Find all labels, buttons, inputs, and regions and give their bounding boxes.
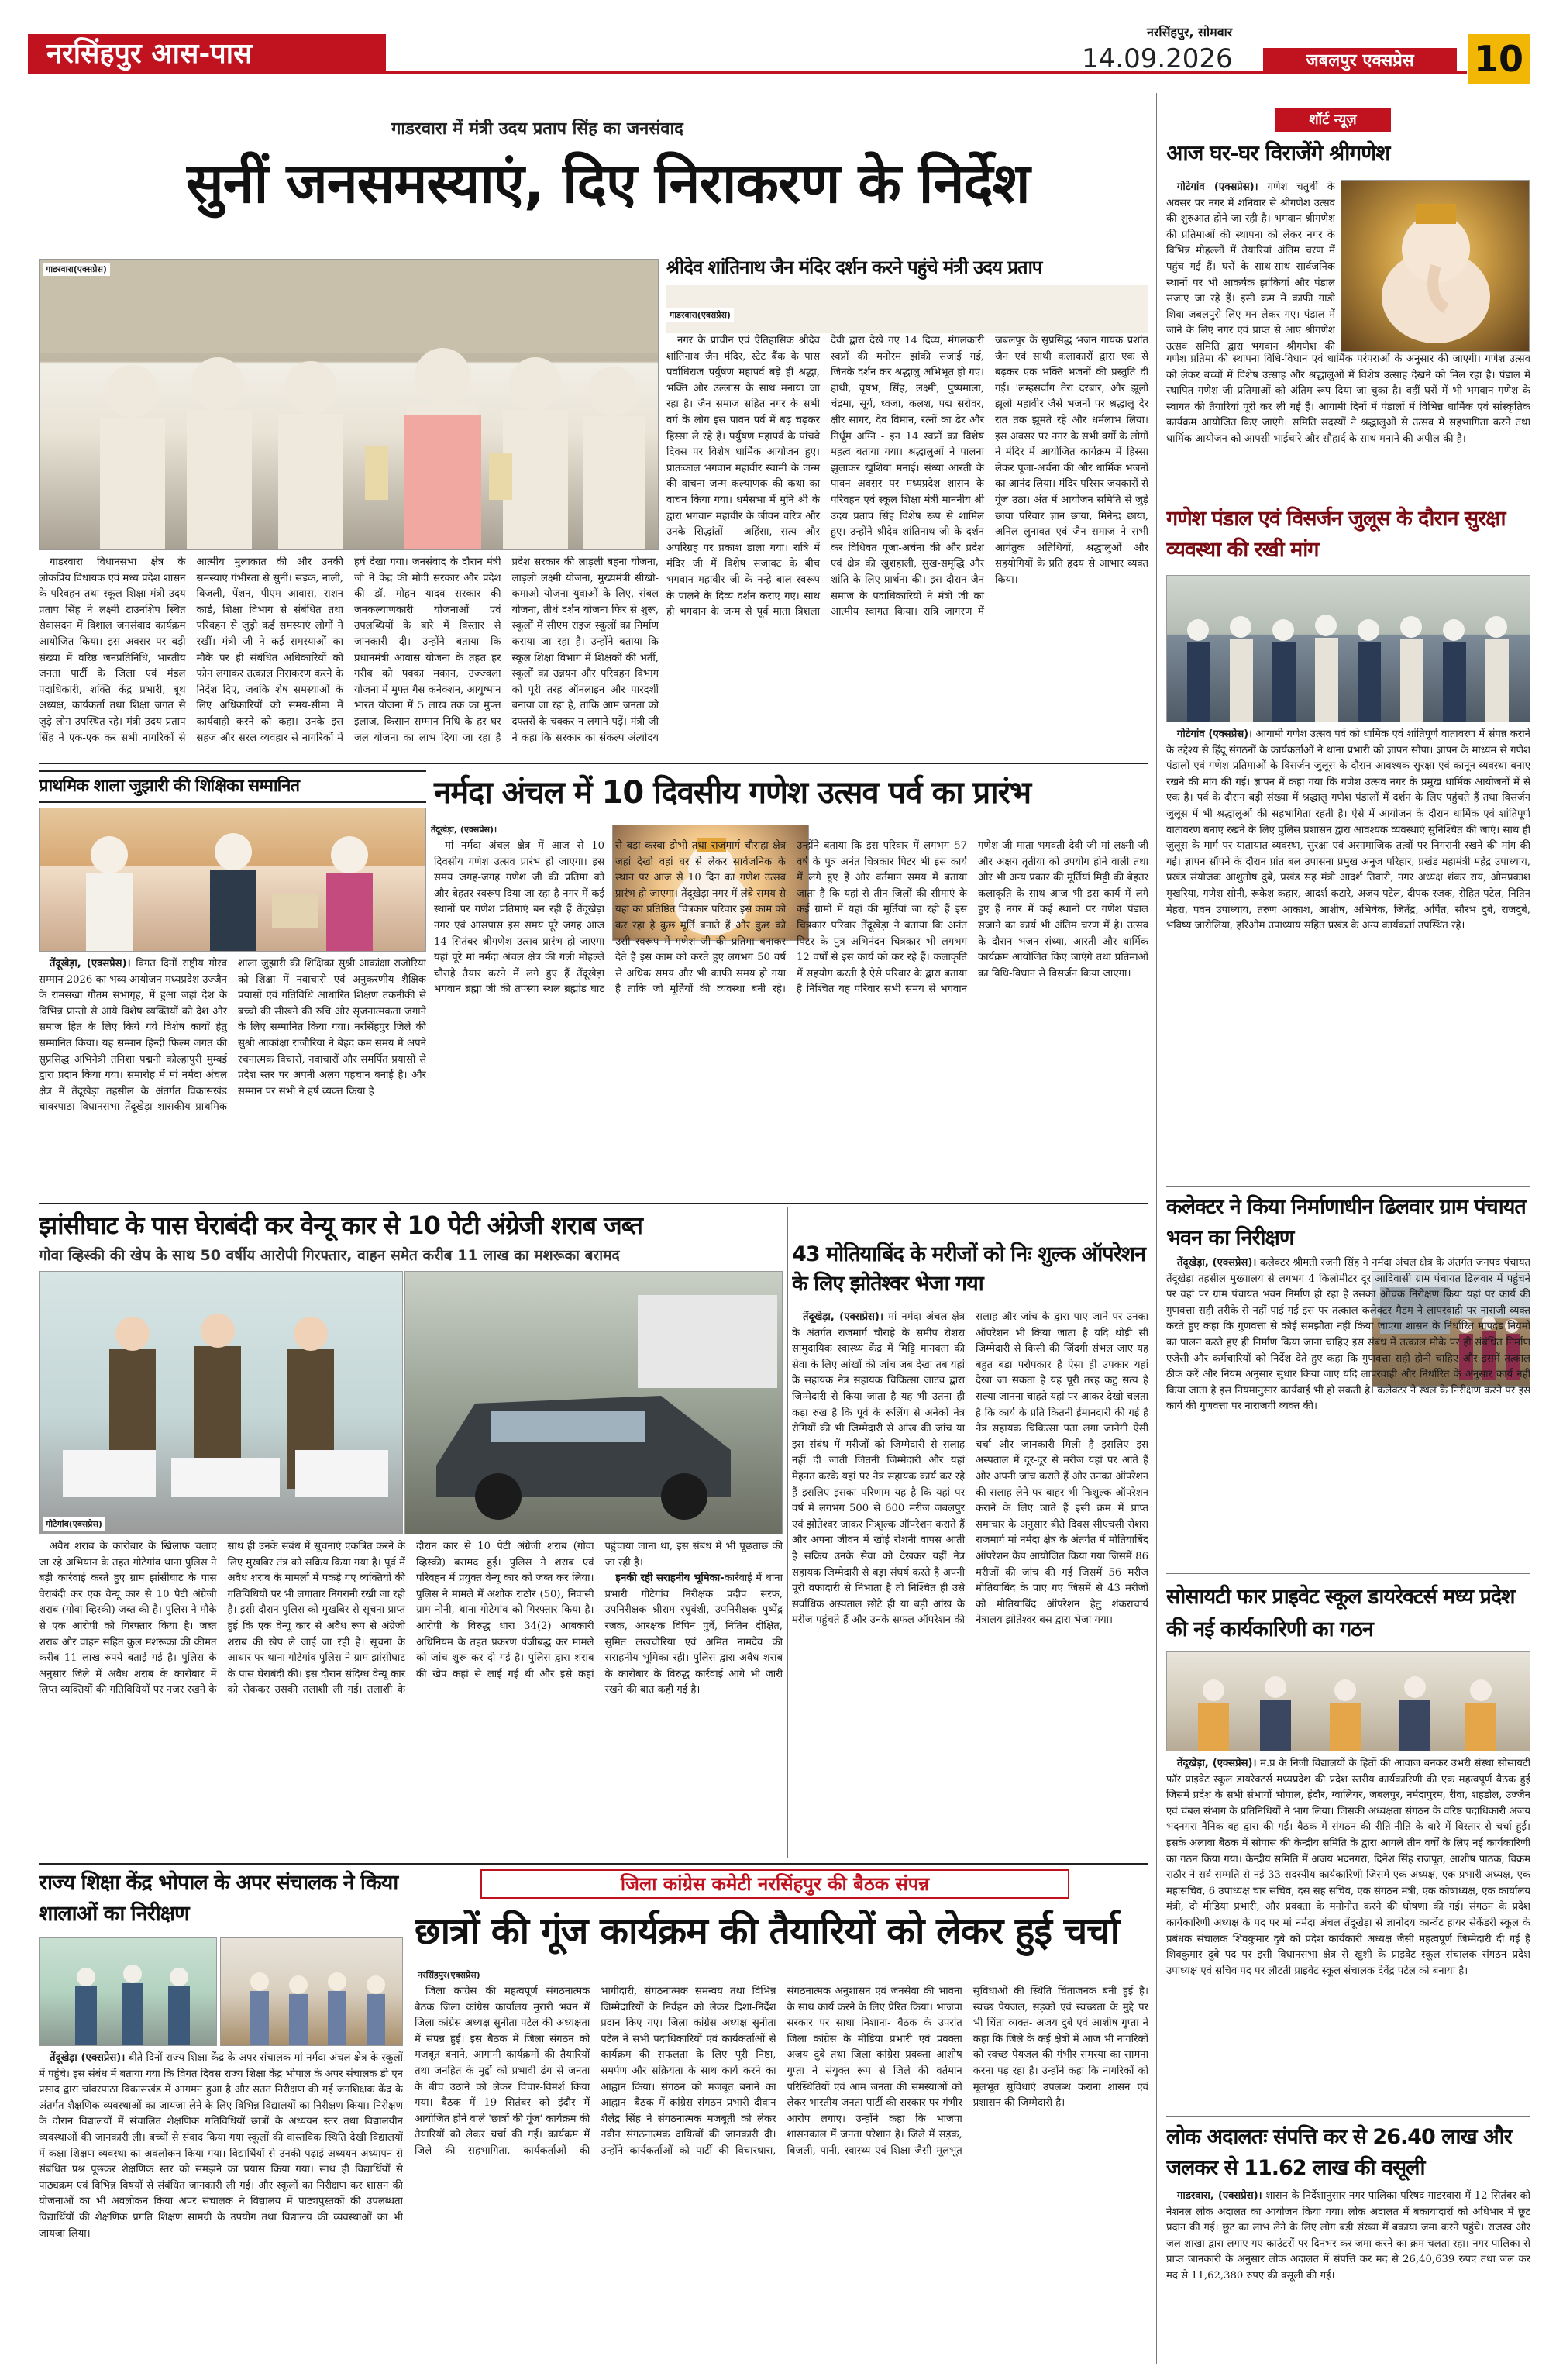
- congress-headline: छात्रों की गूंज कार्यक्रम की तैयारियों को लेकर हुई चर्चा: [415, 1910, 1120, 1953]
- date: 14.09.2026: [1082, 43, 1233, 74]
- award-illustration: [40, 808, 426, 952]
- short2-text: आगामी गणेश उत्सव पर्व को धार्मिक एवं शांतिपूर्ण वातावरण में संपन्न कराने के उद्देश्य से हिंदू संगठनों के कार्यकर्ताओं ने थाना प्रभारी को ज्ञापन सौंपा। ज्ञापन के माध्यम से गणेश पंडालों एवं गणेश प्रतिमाओं के विसर्जन जुलूस के दौरान आवश्यक सुरक्षा एवं कानून-व्यवस्था बनाए रखने की मांग की गई। ज्ञापन में कहा गया कि गणेश उत्सव नगर के प्रमुख धार्मिक आयोजनों में से एक है। पर्व के दौरान बड़ी संख्या में श्रद्धालु गणेश पंडालों में दर्शन के लिए पहुंचते हैं तथा विसर्जन जुलूस में भी श्रद्धालुओं की सहभागिता रहती है। ऐसे में आयोजन के दौरान धार्मिक एवं शांतिपूर्ण वातावरण बनाए रखने के लिए पुलिस प्रशासन द्वारा आवश्यक व्यवस्थाएं सुनिश्चित की जाएं। साथ ही जुलूस के मार्ग पर यातायात व्यवस्था, सुरक्षा एवं असामाजिक तत्वों पर निगरानी रखने की मांग की गई। ज्ञापन सौंपने के दौरान प्रांत बल उपासना प्रमुख अनुज परिहार, प्रखंड महामंत्री महेंद्र उपाध्याय, प्रखंड संयोजक आशुतोष दुबे, प्रखंड सह मंत्री आदर्श तिवारी, नगर अध्यक्ष शंकर राय, ओमप्रकाश मुखरिया, गणेश सोनी, रूकेश कहार, आदर्श कटारे, अजय पटेल, दीपक रजक, रोहित पटेल, नितिन मेहरा, पवन उपाध्याय, तरुण आकाश, आशीष, अभिषेक, जितेंद्र, अर्पित, सौरभ दुबे, राजदुबे, भविष्य जारौलिया, हरिओम उपाध्याय सहित प्रखंड के अन्य कार्यकर्ता उपस्थित रहे।: [1166, 728, 1530, 932]
- lead-photo: [39, 259, 659, 550]
- eye-headline: 43 मोतियाबिंद के मरीजों को निः शुल्क ऑपरेशन के लिए झोतेश्वर भेजा गया: [792, 1242, 1146, 1296]
- short1-text: गणेश चतुर्थी के अवसर पर नगर में शनिवार से श्रीगणेश उत्सव की शुरुआत होने जा रही है। भगवान श्रीगणेश की प्रतिमाओं की स्थापना को लेकर नगर के विभिन्न मोहल्लों में तैयारियां अंतिम चरण में पहुंच गई हैं। घरों के साथ-साथ सार्वजनिक स्थानों पर भी आकर्षक झांकियां और पंडाल सजाए जा रहे हैं। इसी क्रम में काफी गाडी शिवा जबलपुरी लिए मन लेकर गए। पंडाल में जाने के लिए नगर एवं प्राप्त से आए श्रीगणेश उत्सव समिति द्वारा भगवान श्रीगणेश की: [1166, 181, 1335, 352]
- liquor-text: अवैध शराब के कारोबार के खिलाफ चलाए जा रहे अभियान के तहत गोटेगांव थाना पुलिस ने बड़ी कार्रवाई करते हुए ग्राम झांसीघाट के पास घेराबंदी कर एक वेन्यू कार से 10 पेटी अंग्रेजी शराब (गोवा व्हिस्की) जब्त की है। पुलिस ने मौके से एक आरोपी को गिरफ्तार किया है। जब्त शराब और वाहन सहित कुल मशरूका की कीमत करीब 11 लाख रुपये बताई गई है। पुलिस के अनुसार जिले में अवैध शराब के कारोबार में लिप्त व्यक्तियों की गतिविधियों पर नजर रखने के साथ ही उनके संबंध में सूचनाएं एकत्रित करने के लिए मुखबिर तंत्र को सक्रिय किया गया है। पूर्व में अवैध शराब के मामलों में पकड़े गए व्यक्तियों की गतिविधियों पर भी लगातार निगरानी रखी जा रही है। इसी दौरान पुलिस को मुखबिर से सूचना प्राप्त हुई कि एक वेन्यू कार से अवैध रूप से अंग्रेजी शराब की खेप ले जाई जा रही है। सूचना के आधार पर थाना गोटेगांव पुलिस ने ग्राम झांसीघाट के पास घेराबंदी की। इस दौरान संदिग्ध वेन्यू कार को रोककर उसकी तलाशी ली गई। तलाशी के दौरान कार से 10 पेटी अंग्रेजी शराब (गोवा व्हिस्की) बरामद हुई। पुलिस ने शराब एवं परिवहन में प्रयुक्त वेन्यू कार को जब्त कर लिया। पुलिस ने मामले में अशोक राठौर (50), निवासी ग्राम नोनी, थाना गोटेगांव को गिरफ्तार किया है। आरोपी के विरुद्ध धारा 34(2) आबकारी अधिनियम के तहत प्रकरण पंजीबद्ध कर मामले को जांच शुरू कर दी गई है। पुलिस द्वारा शराब की खेप कहां से लाई गई थी और इसे कहां पहुंचाया जाना था, इस संबंध में भी पूछताछ की जा रही है।: [39, 1541, 783, 1696]
- congress-kicker: जिला कांग्रेस कमेटी नरसिंहपुर की बैठक संपन्न: [480, 1869, 1069, 1899]
- congress-credit: नरसिंहपुर(एक्सप्रेस): [415, 1968, 484, 1982]
- short4-headline: सोसायटी फार प्राइवेट स्कूल डायरेक्टर्स मध्य प्रदेश की नई कार्यकारिणी का गठन: [1166, 1585, 1515, 1641]
- short1-byline: गोटेगांव (एक्सप्रेस)।: [1177, 181, 1258, 193]
- classroom-illustration-2: [221, 1938, 403, 2046]
- police-photo: [39, 1271, 403, 1534]
- ganesh-headline: नर्मदा अंचल में 10 दिवसीय गणेश उत्सव पर्व का प्रारंभ: [434, 775, 1031, 811]
- short3-text: कलेक्टर श्रीमती रजनी सिंह ने नर्मदा अंचल क्षेत्र के अंतर्गत जनपद पंचायत तेंदूखेड़ा तहसील मुख्यालय से लगभग 4 किलोमीटर दूर आदिवासी ग्राम पंचायत ढिलवार में पहुंचने पर वहां पर ग्राम पंचायत भवन निर्माण हो रहा है उसका औचक निरीक्षण किया यहां पर कार्य की गुणवत्ता सही तरीके से नहीं पाई गई इस पर तत्काल कलेक्टर मैडम ने लापरवाही पर नाराजी व्यक्त करते हुए कहा कि गुणवत्ता से कोई समझौता नहीं किया जाएगा शासन के निर्धारित मापदंड नियमों का पालन करते हुए ही निर्माण किया जाना चाहिए इस संबंध में तत्काल मौके पर ही संबंधित निर्माण एजेंसी और कर्मचारियों को निर्देश देते हुए कहा कि गुणवत्ता सही होनी चाहिए और इसमें तत्काल ठीक करें और नियम अनुसार सुधार किया जाए यदि लापरवाही और निर्धारित के अनुसार कार्य नहीं किया जाता है इस नियमानुसार कार्यवाई भी हो सकती है। कलेक्टर ने स्थल के निरीक्षण करने पर इस कार्य की गुणवत्ता पर नाराजगी व्यक्त की।: [1166, 1257, 1530, 1413]
- abc-text: बीते दिनों राज्य शिक्षा केंद्र के अपर संचालक मां नर्मदा अंचल क्षेत्र के स्कूलों में पहुंचे। इस संबंध में बताया गया कि विगत दिवस राज्य शिक्षा केंद्र भोपाल के अपर संचालक डी एन प्रसाद द्वारा चांवरपाठा विकासखंड में आगमन हुआ है और सतत निरीक्षण की गई जनशिक्षक केंद्र के अंतर्गत शैक्षणिक व्यवस्थाओं का जायजा लेने के लिए विभिन्न विद्यालयों का निरीक्षण किया। निरीक्षण के दौरान विद्यालयों में संचालित शैक्षणिक गतिविधियों छात्रों के अध्ययन स्तर तथा विद्यालयीन व्यवस्थाओं की जानकारी ली। बच्चों से संवाद किया गया स्कूलों की वास्तविक स्थिति देखी विद्यालयों में कक्षा शिक्षण व्यवस्था का अवलोकन किया गया। विद्यार्थियों से उनकी पढ़ाई अध्ययन अध्यापन से संबंधित प्रश्न पूछकर शैक्षणिक स्तर को समझने का प्रयास किया गया। साथ ही विद्यार्थियों से पाठ्यक्रम एवं विभिन्न विषयों से संबंधित जानकारी ली गई। और स्कूलों का निरीक्षण कर शासन की योजनाओं का भी अवलोकन किया अपर संचालक ने विद्यालय में पाठ्यपुस्तकों की उपलब्धता विद्यार्थियों की शैक्षणिक प्रगति शिक्षण सामग्री के उपयोग तथा विद्यालय की व्यवस्थाओं का भी जायजा लिया।: [39, 2052, 403, 2240]
- short5-byline: गाडरवारा, (एक्सप्रेस)।: [1177, 2190, 1262, 2202]
- memorandum-photo: [1166, 575, 1530, 722]
- short2-body: [1166, 727, 1530, 1178]
- lead-body: [39, 555, 659, 758]
- school-headline: प्राथमिक शाला जुझारी की शिक्षिका सम्मानित: [39, 770, 426, 803]
- masthead: [0, 0, 1556, 84]
- congress-text: जिला कांग्रेस की महत्वपूर्ण संगठनात्मक बैठक जिला कांग्रेस कार्यालय मुरारी भवन में जिला कांग्रेस अध्यक्ष सुनीता पटेल की अध्यक्षता में संपन्न हुई। इस बैठक में जिला संगठन को मजबूत बनाने, आगामी कार्यक्रमों की तैयारियों तथा जनहित के मुद्दों को प्रभावी ढंग से जनता के बीच उठाने को लेकर विचार-विमर्श किया गया। बैठक में 19 सितंबर को इंदौर में आयोजित होने वाले 'छात्रों की गूंज' कार्यक्रम की तैयारियों को लेकर चर्चा की गई। कार्यक्रम में जिले की सहभागिता, कार्यकर्ताओं की भागीदारी, संगठनात्मक समन्वय तथा विभिन्न जिम्मेदारियों के निर्वहन को लेकर दिशा-निर्देश प्रदान किए गए। जिला कांग्रेस अध्यक्ष सुनीता पटेल ने सभी पदाधिकारियों एवं कार्यकर्ताओं से कार्यक्रम की सफलता के लिए पूरी निष्ठा, समर्पण और सक्रियता के साथ कार्य करने का आह्वान किया। संगठन को मजबूत बनाने का आह्वान- बैठक में कांग्रेस संगठन प्रभारी दीवान शैलेंद्र सिंह ने संगठनात्मक मजबूती को लेकर नवीन संगठनात्मक दायित्वों की जानकारी दी। उन्होंने कार्यकर्ताओं को पार्टी की विचारधारा, संगठनात्मक अनुशासन एवं जनसेवा की भावना के साथ कार्य करने के लिए प्रेरित किया। भाजपा सरकार पर साधा निशाना- बैठक के उपरांत जिला कांग्रेस के मीडिया प्रभारी एवं प्रवक्ता अजय दुबे तथा जिला कांग्रेस प्रवक्ता आशीष गुप्ता ने संयुक्त रूप से जिले की वर्तमान परिस्थितियों एवं आम जनता की समस्याओं को लेकर भारतीय जनता पार्टी की सरकार पर गंभीर आरोप लगाए। उन्होंने कहा कि भाजपा शासनकाल में जनता परेशान है। जिले में सड़क, बिजली, पानी, स्वास्थ्य एवं शिक्षा जैसी मूलभूत सुविधाओं की स्थिति चिंताजनक बनी हुई है। स्वच्छ पेयजल, सड़कों एवं स्वच्छता के मुद्दे पर भी चिंता व्यक्त- अजय दुबे एवं आशीष गुप्ता ने कहा कि जिले के कई क्षेत्रों में आज भी नागरिकों को स्वच्छ पेयजल की गंभीर समस्या का सामना करना पड़ रहा है। उन्होंने कहा कि नागरिकों को मूलभूत सुविधाएं उपलब्ध कराना शासन एवं प्रशासन की जिम्मेदारी है।: [415, 1986, 1148, 2157]
- liquor-body: [39, 1539, 783, 1857]
- section-title: नरसिंहपुर आस-पास: [46, 38, 253, 70]
- school-photo: [39, 808, 426, 952]
- short-divider-4: [1166, 2116, 1530, 2117]
- short-divider-3: [1166, 1573, 1530, 1574]
- classroom-photo: [39, 1937, 217, 2046]
- short3-byline: तेंदूखेड़ा, (एक्सप्रेस)।: [1177, 1257, 1257, 1269]
- short1-text-cont: गणेश प्रतिमा की स्थापना विधि-विधान एवं धार्मिक परंपराओं के अनुसार की जाएगी। गणेश उत्सव को लेकर बच्चों में विशेष उत्साह और श्रद्धालुओं में विशेष उत्साह देखने को मिल रहा है। पंडाल में स्थापित गणेश जी प्रतिमाओं को अंतिम रूप दिया जा चुका है। वहीं घरों में भी भगवान गणेश के स्वागत की तैयारियां पूरी कर ली गई हैं। आगामी दिनों में पंडालों में विभिन्न धार्मिक एवं सांस्कृतिक कार्यक्रम आयोजित किए जाएंगे। समिति सदस्यों ने श्रद्धालुओं से उत्सव में सहभागिता करने तथा धार्मिक आयोजन को आपसी भाईचारे और सौहार्द के साथ मनाने की अपील की है।: [1166, 353, 1530, 445]
- lead-headline: सुनीं जनसमस्याएं, दिए निराकरण के निर्देश: [186, 150, 1030, 215]
- short2-byline: गोटेगांव (एक्सप्रेस)।: [1177, 728, 1253, 740]
- car-illustration: [405, 1272, 783, 1534]
- eye-byline: तेंदूखेड़ा, (एक्सप्रेस)।: [803, 1311, 883, 1323]
- short4-byline: तेंदूखेड़ा, (एक्सप्रेस)।: [1177, 1758, 1257, 1769]
- school-body: [39, 956, 426, 1198]
- short-divider-2: [1166, 1186, 1530, 1187]
- jain-body-text: नगर के प्राचीन एवं ऐतिहासिक श्रीदेव शांतिनाथ जैन मंदिर, स्टेट बैंक के पास पर्वाधिराज पर्युषण महापर्व बड़े ही श्रद्धा, भक्ति और उल्लास के साथ मनाया जा रहा है। जैन समाज सहित नगर के सभी वर्ग के लोग इस पावन पर्व में बढ़ चढ़कर हिस्सा ले रहे हैं। पर्युषण महापर्व के पांचवे दिवस पर विशेष धार्मिक आयोजन हुए। प्रातःकाल भगवान महावीर स्वामी के जन्म की वाचना जन्म कल्याणक की कथा का वाचन किया गया। धर्मसभा में मुनि श्री के द्वारा भगवान महावीर के जीवन चरित्र और उनके सिद्धांतों - अहिंसा, सत्य और अपरिग्रह पर प्रकाश डाला गया। रात्रि में मंदिर जी में विशेष सजावट के बीच भगवान महावीर जी के नन्हे बाल स्वरूप के पालने के दिव्य दर्शन कराए गए। साथ ही भगवान के जन्म से पूर्व माता त्रिशला देवी द्वारा देखे गए 14 दिव्य, मंगलकारी स्वप्नों की मनोरम झांकी सजाई गई, जिनके दर्शन कर श्रद्धालु अभिभूत हो गए। हाथी, वृषभ, सिंह, लक्ष्मी, पुष्पमाला, चंद्रमा, सूर्य, ध्वजा, कलश, पद्म सरोवर, क्षीर सागर, देव विमान, रत्नों का ढेर और निर्धूम अग्नि - इन 14 स्वप्नों का विशेष महत्व बताया गया। श्रद्धालुओं ने पालना झुलाकर खुशियां मनाई। संध्या आरती के पावन अवसर पर मध्यप्रदेश शासन के परिवहन एवं स्कूल शिक्षा मंत्री माननीय श्री उदय प्रताप सिंह विशेष रूप से शामिल हुए। उन्होंने श्रीदेव शांतिनाथ जी के दर्शन कर विधिवत पूजा-अर्चना की और प्रदेश एवं क्षेत्र की खुशहाली, सुख-समृद्धि और शांति के लिए प्रार्थना की। इस दौरान जैन समाज के पदाधिकारियों ने मंत्री जी का आत्मीय स्वागत किया। रात्रि जागरण में जबलपुर के सुप्रसिद्ध भजन गायक प्रशांत जैन एवं साथी कलाकारों द्वारा एक से बढ़कर एक भक्ति भजनों की प्रस्तुति दी गई। 'लम्हसर्वांग तेरा दरबार, और झूलो झूलो महावीर जैसे भजनों पर श्रद्धालु देर रात तक झूमते रहे और धर्मलाभ लिया। इस अवसर पर नगर के सभी वर्गों के लोगों ने मंदिर में आयोजित कार्यक्रम में हिस्सा लेकर पूजा-अर्चना की और धार्मिक भजनों का आनंद लिया। मंदिर परिसर जयकारों से गूंज उठा। अंत में आयोजन समिति से जुड़े छाया परिवार ज्ञान छाया, मिनेन्द्र छाया, अनिल लुनावत एवं जैन समाज ने सभी आगंतुक अतिथियों, श्रद्धालुओं और सहयोगियों के प्रति हृदय से आभार व्यक्त किया।: [666, 335, 1148, 618]
- ganesh-body: [434, 839, 1148, 1198]
- ganesh-idol-illustration: [1341, 181, 1530, 352]
- group-illustration: [1167, 576, 1530, 722]
- short5-body: [1166, 2189, 1530, 2367]
- liquor-top-rule: [39, 1203, 1148, 1204]
- lead-kicker: गाडरवारा में मंत्री उदय प्रताप सिंह का जनसंवाद: [391, 119, 683, 139]
- short1-body: [1166, 180, 1335, 352]
- short-news-tag: शॉर्ट न्यूज़: [1275, 108, 1391, 132]
- short4-text: म.प्र के निजी विद्यालयों के हितों की आवाज बनकर उभरी संस्था सोसायटी फॉर प्राइवेट स्कूल डायरेक्टर्स मध्यप्रदेश की प्रदेश स्तरीय कार्यकारिणी की एक महत्वपूर्ण बैठक हुई जिसमें प्रदेश के सभी संभागों भोपाल, इंदौर, ग्वालियर, जबलपुर, नर्मदापुरम, रीवा, शहडोल, उज्जैन एवं चंबल संभाग के प्रतिनिधियों ने भाग लिया। जिसकी अध्यक्षता संगठन के वरिष्ठ पदाधिकारी अजय भदनगरा नैनिक वह द्वारा की गई। बैठक में संगठन की रीति-नीति के बारे में विस्तार से चर्चा हुई। इसके अलावा बैठक में सोपास की केन्द्रीय समिति के द्वारा आगले तीन वर्षों के लिए नई कार्यकारिणी का गठन किया गया। केन्द्रीय समिति में अजय भदनगरा, दिनेश सिंह राजपूत, आशीष पाठक, विक्रम राठौर ने सर्व सम्मति से नई 33 सदस्यीय कार्यकारिणी जिसमें एक अध्यक्ष, एक प्रभारी अध्यक्ष, एक महासचिव, 6 उपाध्यक्ष चार सचिव, दस सह सचिव, एक संगठन मंत्री, एक कोषाध्यक्ष, एक कार्यालय मंत्री, दो मीडिया प्रभारी, और प्रवक्ता के मनोनीत करने की घोषणा की गई। संगठन के प्रदेश कार्यकारिणी अध्यक्ष के पद पर मां नर्मदा अंचल तेंदूखेड़ा से ज्ञानोदय कान्वेंट हायर सेकेंडरी स्कूल के प्रबंधक संचालक शिवकुमार दुबे को प्रदेश कार्यकारी अध्यक्ष जैसी महत्वपूर्ण जिम्मेदारी दी गई है शिवकुमार दुबे पद पर इसी विधानसभा क्षेत्र से खुशी के प्राइवेट स्कूल संचालक संगठन प्रदेश उपाध्यक्ष एवं सचिव पद पर लौटती प्राइवेट स्कूल संचालक देवेंद्र पटेल को बनाया है।: [1166, 1758, 1530, 1977]
- short4-body: [1166, 1756, 1530, 2113]
- liquor-role-label: इनकी रही सराहनीय भूमिका-: [615, 1572, 725, 1585]
- seized-car-photo: [404, 1271, 783, 1534]
- eye-text: मां नर्मदा अंचल क्षेत्र के अंतर्गत राजमार्ग चौराहे के समीप रोशरा सामुदायिक स्वास्थ्य केंद्र में मिट्टि मानवता की सेवा के लिए आंखों की जांच जब देखा तब यहां के सहायक नेत्र सहायक चिकित्सा जाटव द्वारा जिम्मेदारी से किया जाता है यह भी उतना ही कड़ा रुख है कि पूर्व के रूलिंग से अनेकों नेत्र रोगियों की भी जिम्मेदारी से आंख की जांच या इस संबंध में मरीजों को जिम्मेदारी से सलाह नहीं दी जाती जितनी जिम्मेदारी और यहां मेहनत करके यहां पर नेत्र सहायक कार्य कर रहे हैं इसलिए इसका परिणाम यह है कि यहां पर वर्ष में लगभग 500 से 600 मरीज जबलपुर एवं झोतेश्वर जाकर निःशुल्क ऑपरेशन कराते हैं और अपना जीवन में खोई रोशनी वापस आती है सक्रिय उनके सेवा को देखकर यहीं नेत्र सहायक जिम्मेदारी से बड़ा संघर्ष करते है अपनी पूरी वफादारी से निभाता है तो निश्चित ही उसे सर्वाधिक अस्पताल छोटे ही या बड़ी आंख के मरीज पहुंचते हैं और उनके सफल ऑपरेशन की सलाह और जांच के द्वारा पाए जाने पर उनका ऑपरेशन भी किया जाता है यदि थोड़ी सी जिम्मेदारी से किसी की जिंदगी संभल जाए यह बहुत बड़ा परोपकार है ऐसा ही उपकार यहां देखा जा सकता है यह पूरी तरह कटु सत्य है सल्या जानना चाहते यहां पर आकर देखो चलता है कि कार्य के प्रति कितनी ईमानदारी की गई है नेत्र सहायक चिकित्सा पता लगा जानेगी ऐसी चर्चा और जानकारी मिली है इसलिए इस अस्पताल में दूर-दूर से मरीज यहां पर आते हैं और अपनी जांच कराते हैं और उनका ऑपरेशन की सलाह लेने पर बाहर भी निःशुल्क ऑपरेशन कराने के लिए जाते हैं इसी क्रम में प्राप्त समाचार के अनुसार बीते दिवस सीएचसी रोशरा राजमार्ग मां नर्मदा क्षेत्र के अंतर्गत में मोतियाबिंद ऑपरेशन कैंप आयोजित किया गया जिसमें 86 मरीजों की जांच की गई जिसमें 56 मरीज मोतियाबिंद के पाए गए जिसमें से 43 मरीजों को मोतियाबिंद ऑपरेशन हेतु शंकराचार्य नेत्रालय झोतेश्वर बस द्वारा भेजा गया।: [792, 1311, 1148, 1627]
- jain-photo: [666, 285, 1148, 333]
- jain-body: [666, 333, 1148, 758]
- paper-name: जबलपुर एक्सप्रेस: [1263, 48, 1457, 74]
- liquor-credit: गोटेगांव(एक्सप्रेस): [43, 1517, 105, 1531]
- abc-body: [39, 2051, 403, 2364]
- short5-headline: लोक अदालतः संपत्ति कर से 26.40 लाख और जलकर से 11.62 लाख की वसूली: [1166, 2125, 1512, 2180]
- short5-text: शासन के निर्देशानुसार नगर पालिका परिषद गाडरवारा में 12 सितंबर को नेशनल लोक अदालत का आयोजन किया गया। लोक अदालत में बकायादारों को अधिभार में छूट प्रदान की गई। छूट का लाभ लेने के लिए लोग बड़ी संख्या में बकाया जमा करने पहुंचे। राजस्व और जल शाखा द्वारा लगाए गए काउंटरों पर दिनभर कर जमा करने का क्रम चलता रहा। नगर पालिका से प्राप्त जानकारी के अनुसार लोक अदालत में संपत्ति कर मद से 26,40,639 रुपए तथा जल कर मद से 11,62,380 रुपए की वसूली की गई।: [1166, 2190, 1530, 2282]
- bottom-top-rule: [39, 1863, 1148, 1865]
- abc-headline: राज्य शिक्षा केंद्र भोपाल के अपर संचालक ने किया शालाओं का निरीक्षण: [39, 1871, 398, 1926]
- police-illustration: [40, 1272, 403, 1534]
- lead-photo-credit: गाडरवारा(एक्सप्रेस): [43, 263, 110, 276]
- congress-body: [415, 1984, 1148, 2364]
- society-illustration: [1167, 1652, 1530, 1751]
- school-text: विगत दिनों राष्ट्रीय गौरव सम्मान 2026 का भव्य आयोजन मध्यप्रदेश उज्जैन के रामसखा गौतम सभागृह, में हुआ जहां देश के विभिन्न प्रान्तो से आये विशेष व्यक्तियों को देश और समाज हित के लिए किये गये विशेष कार्यों हेतु सम्मानित किया। यह सम्मान हिन्दी फिल्म जगत की सुप्रसिद्ध अभिनेत्री तनिशा पद्मनी कोल्हापुरी मुम्बई द्वारा प्रदान किया गया। समारोह में मां नर्मदा अंचल क्षेत्र में तेंदूखेड़ा तहसील के अंतर्गत विकासखंड चावरपाठा विधानसभा तेंदूखेड़ा शासकीय प्राथमिक शाला जुझारी की शिक्षिका सुश्री आकांक्षा राजौरिया को शिक्षा में नवाचारी एवं अनुकरणीय शैक्षिक प्रयासों एवं गतिविधि आधारित शिक्षण तकनीकी से बच्चों की सीखने की रुचि और सृजनात्मकता जगाने के लिए सम्मानित किया गया। नरसिंहपुर जिले की सुश्री आकांक्षा राजौरिया ने बेहद कम समय में अपने रचनात्मक विचारों, नवाचारों और समर्पित प्रयासों से प्रदेश स्तर पर अपनी अलग पहचान बनाई है। और सम्मान पर सभी ने हर्ष व्यक्त किया है: [39, 958, 426, 1114]
- short1-body-cont: [1166, 352, 1530, 491]
- students-photo: [220, 1937, 403, 2046]
- ganesh-credit: तेंदूखेड़ा, (एक्सप्रेस)।: [428, 823, 500, 836]
- liquor-role-text: कार्रवाई में थाना प्रभारी गोटेगांव निरीक्षक प्रदीप सरफ, उपनिरीक्षक श्रीराम रघुवंशी, उपनिरीक्षक पुष्पेंद्र रजक, आरक्षक विपिन पुर्वे, नितिन दीक्षित, सुमित लखचौरिया एवं अमित नामदेव की सराहनीय भूमिका रही। पुलिस द्वारा अवैध शराब के कारोबार के विरुद्ध कार्रवाई आगे भी जारी रखने की बात कही गई है।: [604, 1572, 783, 1696]
- society-photo: [1166, 1651, 1530, 1751]
- classroom-illustration-1: [40, 1938, 217, 2046]
- short3-headline: कलेक्टर ने किया निर्माणाधीन ढिलवार ग्राम पंचायत भवन का निरीक्षण: [1166, 1195, 1526, 1250]
- short3-body: [1166, 1255, 1530, 1569]
- crowd-illustration: [40, 260, 659, 550]
- page-number: 10: [1468, 34, 1530, 84]
- eye-divider: [787, 1207, 788, 1858]
- abc-byline: तेंदूखेड़ा (एक्सप्रेस)।: [50, 2052, 126, 2064]
- short2-headline: गणेश पंडाल एवं विसर्जन जुलूस के दौरान सुरक्षा व्यवस्था की रखी मांग: [1166, 507, 1506, 562]
- section-banner: [28, 34, 386, 74]
- school-byline: तेंदूखेड़ा, (एक्सप्रेस)।: [50, 958, 131, 970]
- jain-credit: गाडरवारा(एक्सप्रेस): [666, 308, 734, 322]
- middle-top-rule: [39, 763, 1148, 764]
- ganesh-idol-photo: [1341, 180, 1530, 352]
- eye-body: [792, 1310, 1148, 1857]
- city-day: नरसिंहपुर, सोमवार: [1147, 25, 1233, 40]
- right-column-divider: [1156, 93, 1157, 2364]
- short1-headline: आज घर-घर विराजेंगे श्रीगणेश: [1166, 140, 1390, 166]
- lead-body-text: गाडरवारा विधानसभा क्षेत्र के लोकप्रिय विधायक एवं मध्य प्रदेश शासन के परिवहन तथा स्कूल शिक्षा मंत्री उदय प्रताप सिंह ने लक्ष्मी टाउनशिप स्थित सेवासदन में विशाल जनसंवाद कार्यक्रम आयोजित किया। इस अवसर पर बड़ी संख्या में वरिष्ठ जनप्रतिनिधि, भारतीय जनता पार्टी के जिला एवं मंडल पदाधिकारी, शक्ति केंद्र प्रभारी, बूथ अध्यक्ष, कार्यकर्ता तथा शिक्षा जगत से जुड़े लोग उपस्थित रहे। मंत्री उदय प्रताप सिंह ने एक-एक कर सभी नागरिकों से आत्मीय मुलाकात की और उनकी समस्याएं गंभीरता से सुनीं। सड़क, नाली, बिजली, पेंशन, पीएम आवास, राशन कार्ड, शिक्षा विभाग से संबंधित तथा परिवहन से जुड़ी कई समस्याएं लोगों ने रखीं। मंत्री जी ने कई समस्याओं का मौके पर ही संबंधित अधिकारियों को फोन लगाकर तत्काल निराकरण करने के निर्देश दिए, जबकि शेष समस्याओं के लिए अधिकारियों को समय-सीमा में कार्यवाही करने को कहा। उनके इस सहज और सरल व्यवहार से नागरिकों में हर्ष देखा गया। जनसंवाद के दौरान मंत्री जी ने केंद्र की मोदी सरकार और प्रदेश की डॉ. मोहन यादव सरकार की जनकल्याणकारी योजनाओं एवं उपलब्धियों के बारे में विस्तार से जानकारी दी। उन्होंने बताया कि प्रधानमंत्री आवास योजना के तहत हर गरीब को पक्का मकान, उज्ज्वला योजना में मुफ्त गैस कनेक्शन, आयुष्मान भारत योजना में 5 लाख तक का मुफ्त इलाज, किसान सम्मान निधि के हर घर जल योजना का लाभ दिया जा रहा है प्रदेश सरकार की लाड़ली बहना योजना, लाड़ली लक्ष्मी योजना, मुख्यमंत्री सीखो-कमाओ योजना युवाओं के लिए, संबल योजना, तीर्थ दर्शन योजना फिर से शुरू, स्कूलों में सीएम राइज स्कूलों का निर्माण कराया जा रहा है। उन्होंने बताया कि स्कूल शिक्षा विभाग में शिक्षकों की भर्ती, स्कूलों का उन्नयन और परिवहन विभाग को पूरी तरह ऑनलाइन और पारदर्शी बनाया जा रहा है, ताकि आम जनता को दफ्तरों के चक्कर न लगाने पड़ें। मंत्री जी ने कहा कि सरकार का संकल्प अंत्योदय: [39, 556, 659, 744]
- ganesh-text: मां नर्मदा अंचल क्षेत्र में आज से 10 दिवसीय गणेश उत्सव प्रारंभ हो जाएगा। इस समय जगह-जगह गणेश जी की प्रतिमा को और बेहतर स्वरूप दिया जा रहा है नगर में कई स्थानों पर गणेश प्रतिमाएं बन रही हैं तेंदूखेड़ा नगर एवं आसपास इस समय पूरे जगह आज 14 सितंबर श्रीगणेश उत्सव प्रारंभ हो जाएगा यहां पूरे मां नर्मदा अंचल क्षेत्र की गली मोहल्ले चौराहे तैयार करने में लगे हुए हैं तेंदूखेड़ा भगवान ब्रह्मा जी की तपस्या स्थल ब्रह्मांड घाट से बड़ा कस्बा डोभी तथा राजमार्ग चौराहा क्षेत्र जहां देखो वहां घर से लेकर सार्वजनिक के स्थान पर आज से 10 दिन का गणेश उत्सव प्रारंभ हो जाएगा। तेंदूखेड़ा नगर में लंबे समय से यहां का प्रतिष्ठित चित्रकार परिवार इस काम को कर रहा है कुछ मूर्ति बनाते हैं और कुछ को उसी स्वरूप में गणेश जी की प्रतिमा बनाकर देते हैं इस काम को करते हुए लगभग 50 वर्ष से अधिक समय और भी काफी समय हो गया है ताकि जो मूर्तियों की व्यवस्था बनी रहे। उन्होंने बताया कि इस परिवार में लगभग 57 वर्ष के पुत्र अनंत चित्रकार पिटर भी इस कार्य में लगे हुए हैं और वर्तमान समय में बताया जाता है कि यहां से तीन जिलों की सीमाएं के कई ग्रामों में यहां की मूर्तियां जा रही हैं इस चित्रकार परिवार तेंदूखेड़ा ने बताया कि अनंत पिटर के पुत्र अभिनंदन चित्रकार भी लगभग 12 वर्षों से इस कार्य को कर रहे हैं। कलाकृति में सहयोग करती है ऐसे परिवार के द्वारा बताया है निश्चित यह परिवार सभी समय से भगवान गणेश जी माता भगवती देवी जी मां लक्ष्मी जी और अक्षय तृतीया को उपयोग होने वाली तथा और भी अन्य प्रकार की मूर्तियां मिट्टी की बेहतर कलाकृति के साथ आज भी इस कार्य में लगे हुए हैं नगर में कई स्थानों पर गणेश पंडाल सजाने का कार्य भी अंतिम चरण में है। उत्सव के दौरान भजन संध्या, आरती और धार्मिक कार्यक्रम आयोजित किए जाएंगे तथा प्रतिमाओं का विधि-विधान से विसर्जन किया जाएगा।: [434, 840, 1148, 996]
- liquor-subhead: गोवा व्हिस्की की खेप के साथ 50 वर्षीय आरोपी गिरफ्तार, वाहन समेत करीब 11 लाख का मशरूका बरामद: [39, 1247, 620, 1264]
- liquor-headline: झांसीघाट के पास घेराबंदी कर वेन्यू कार से 10 पेटी अंग्रेजी शराब जब्त: [39, 1211, 642, 1240]
- jain-headline: श्रीदेव शांतिनाथ जैन मंदिर दर्शन करने पहुंचे मंत्री उदय प्रताप: [666, 257, 1042, 278]
